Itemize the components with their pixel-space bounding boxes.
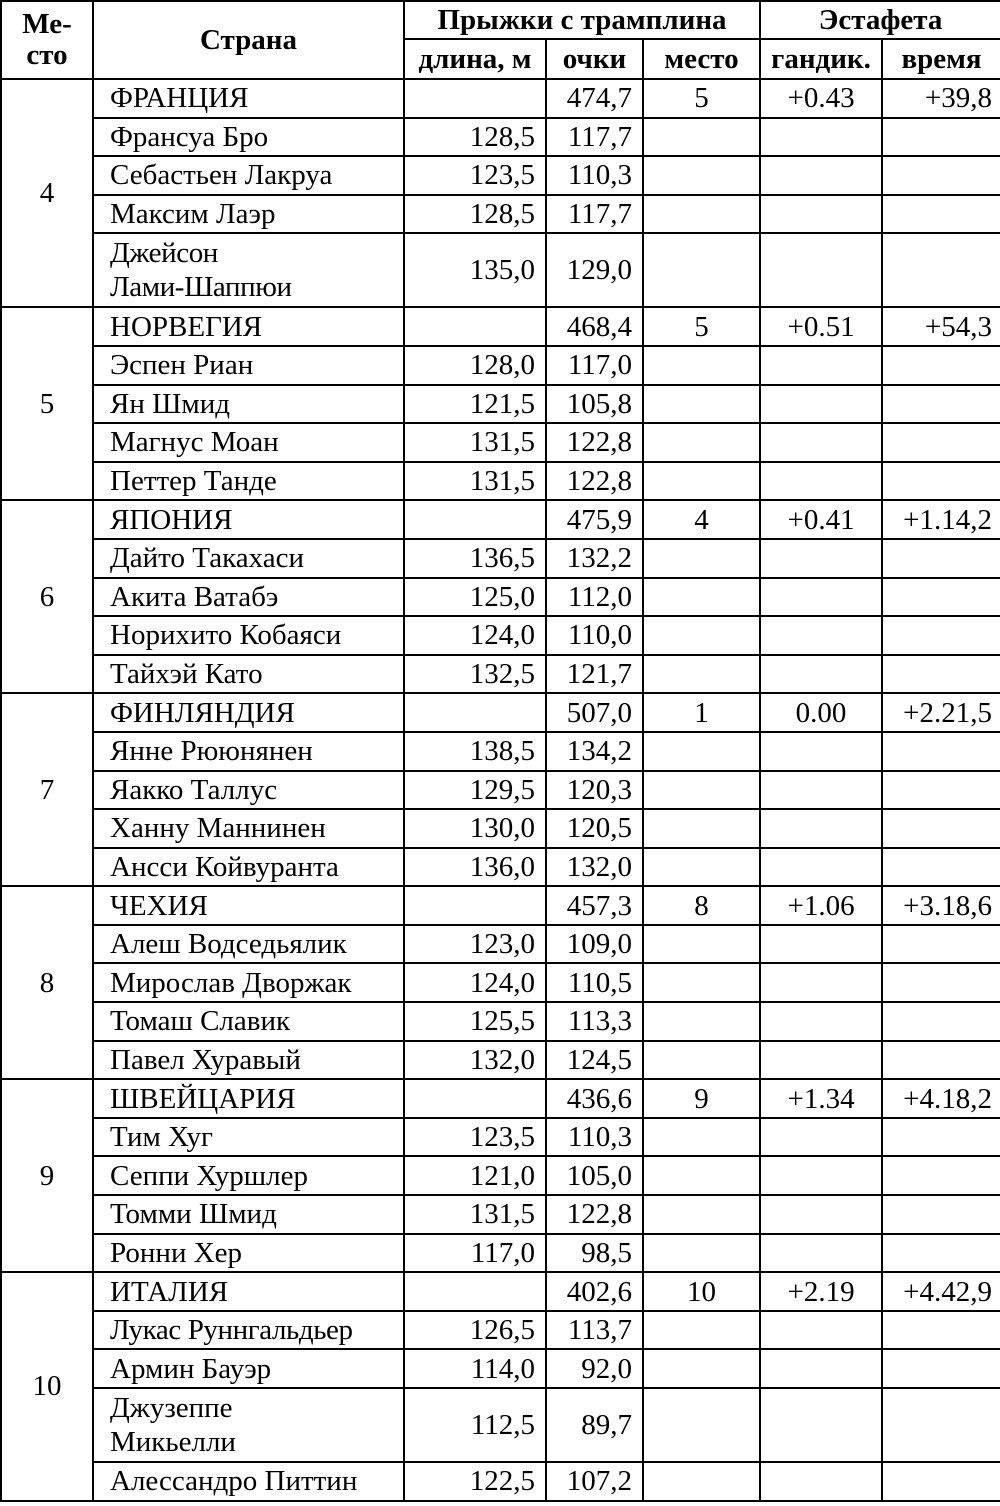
athlete-time (882, 1041, 1000, 1080)
athlete-handicap (760, 539, 882, 578)
athlete-jump-place (643, 848, 760, 887)
athlete-jump-place (643, 233, 760, 307)
athlete-row (1, 578, 1000, 617)
athlete-name: Норихито Кобаяси (93, 616, 404, 655)
athlete-time (882, 1234, 1000, 1273)
team-place: 6 (1, 500, 93, 693)
athlete-length: 129,5 (404, 771, 546, 810)
athlete-jump-place (643, 385, 760, 424)
athlete-row (1, 346, 1000, 385)
athlete-length: 128,5 (404, 195, 546, 234)
team-row (1, 307, 1000, 346)
athlete-time (882, 156, 1000, 195)
team-handicap: +2.19 (760, 1272, 882, 1311)
athlete-jump-place (643, 1002, 760, 1041)
athlete-points: 132,2 (546, 539, 643, 578)
athlete-jump-place (643, 771, 760, 810)
athlete-row (1, 1462, 1000, 1501)
team-country: ЯПОНИЯ (93, 500, 404, 539)
team-jump-place: 9 (643, 1079, 760, 1118)
athlete-length: 117,0 (404, 1234, 546, 1273)
athlete-handicap (760, 1195, 882, 1234)
team-place: 7 (1, 693, 93, 886)
athlete-time (882, 578, 1000, 617)
team-row (1, 79, 1000, 118)
header-time: время (882, 39, 1000, 79)
athlete-time (882, 423, 1000, 462)
athlete-jump-place (643, 539, 760, 578)
team-time: +54,3 (882, 307, 1000, 346)
team-handicap: +0.43 (760, 79, 882, 118)
athlete-name: Тайхэй Като (93, 655, 404, 694)
team-handicap: +0.41 (760, 500, 882, 539)
header-length: длина, м (404, 39, 546, 79)
athlete-row (1, 1311, 1000, 1350)
team-place: 4 (1, 79, 93, 307)
athlete-name: Себастьен Лакруа (93, 156, 404, 195)
team-points: 436,6 (546, 1079, 643, 1118)
team-country: ИТАЛИЯ (93, 1272, 404, 1311)
athlete-handicap (760, 1002, 882, 1041)
athlete-points: 124,5 (546, 1041, 643, 1080)
team-row (1, 693, 1000, 732)
athlete-time (882, 462, 1000, 501)
athlete-name: Эспен Риан (93, 346, 404, 385)
athlete-name: Янне Рююнянен (93, 732, 404, 771)
athlete-name: Ян Шмид (93, 385, 404, 424)
athlete-name: Алеш Водседьялик (93, 925, 404, 964)
team-points: 457,3 (546, 886, 643, 925)
team-points: 474,7 (546, 79, 643, 118)
athlete-length: 131,5 (404, 462, 546, 501)
header-handicap: гандик. (760, 39, 882, 79)
athlete-row (1, 1234, 1000, 1273)
athlete-jump-place (643, 1349, 760, 1388)
athlete-handicap (760, 346, 882, 385)
athlete-points: 110,0 (546, 616, 643, 655)
athlete-handicap (760, 156, 882, 195)
team-time: +1.14,2 (882, 500, 1000, 539)
athlete-name: Сеппи Хуршлер (93, 1156, 404, 1195)
athlete-length: 123,0 (404, 925, 546, 964)
team-row (1, 1079, 1000, 1118)
athlete-handicap (760, 1311, 882, 1350)
athlete-points: 117,7 (546, 118, 643, 157)
athlete-name: Петтер Танде (93, 462, 404, 501)
athlete-row (1, 655, 1000, 694)
team-length (404, 1079, 546, 1118)
athlete-time (882, 732, 1000, 771)
athlete-points: 132,0 (546, 848, 643, 887)
athlete-time (882, 1002, 1000, 1041)
team-country: ФРАНЦИЯ (93, 79, 404, 118)
athlete-points: 112,0 (546, 578, 643, 617)
athlete-handicap (760, 771, 882, 810)
athlete-points: 107,2 (546, 1462, 643, 1501)
athlete-points: 92,0 (546, 1349, 643, 1388)
athlete-name: Алессандро Питтин (93, 1462, 404, 1501)
athlete-row (1, 539, 1000, 578)
athlete-handicap (760, 732, 882, 771)
team-country: НОРВЕГИЯ (93, 307, 404, 346)
athlete-handicap (760, 118, 882, 157)
team-points: 402,6 (546, 1272, 643, 1311)
athlete-name: Джейсон Лами-Шаппюи (93, 233, 404, 307)
athlete-time (882, 1462, 1000, 1501)
team-handicap: +1.34 (760, 1079, 882, 1118)
athlete-handicap (760, 195, 882, 234)
athlete-name: Магнус Моан (93, 423, 404, 462)
athlete-row (1, 118, 1000, 157)
athlete-name: Дайто Такахаси (93, 539, 404, 578)
athlete-length: 132,5 (404, 655, 546, 694)
athlete-points: 110,5 (546, 963, 643, 1002)
header-ski-jumping: Прыжки с трамплина (404, 1, 760, 39)
team-country: ЧЕХИЯ (93, 886, 404, 925)
athlete-jump-place (643, 156, 760, 195)
athlete-length: 123,5 (404, 156, 546, 195)
athlete-row (1, 732, 1000, 771)
athlete-handicap (760, 655, 882, 694)
athlete-points: 122,8 (546, 462, 643, 501)
athlete-name: Франсуа Бро (93, 118, 404, 157)
team-points: 468,4 (546, 307, 643, 346)
athlete-jump-place (643, 1234, 760, 1273)
athlete-handicap (760, 1388, 882, 1462)
athlete-row (1, 771, 1000, 810)
team-length (404, 79, 546, 118)
athlete-length: 125,5 (404, 1002, 546, 1041)
athlete-time (882, 1388, 1000, 1462)
athlete-time (882, 616, 1000, 655)
athlete-row (1, 1156, 1000, 1195)
athlete-name: Армин Бауэр (93, 1349, 404, 1388)
athlete-handicap (760, 1349, 882, 1388)
athlete-points: 129,0 (546, 233, 643, 307)
header-place: Ме- сто (1, 1, 93, 79)
team-place: 5 (1, 307, 93, 500)
athlete-handicap (760, 809, 882, 848)
team-points: 475,9 (546, 500, 643, 539)
athlete-jump-place (643, 1388, 760, 1462)
athlete-jump-place (643, 462, 760, 501)
athlete-length: 135,0 (404, 233, 546, 307)
team-jump-place: 10 (643, 1272, 760, 1311)
team-handicap: 0.00 (760, 693, 882, 732)
team-time: +2.21,5 (882, 693, 1000, 732)
athlete-points: 122,8 (546, 1195, 643, 1234)
team-handicap: +0.51 (760, 307, 882, 346)
athlete-points: 113,3 (546, 1002, 643, 1041)
athlete-time (882, 848, 1000, 887)
athlete-time (882, 1156, 1000, 1195)
athlete-points: 120,5 (546, 809, 643, 848)
team-handicap: +1.06 (760, 886, 882, 925)
team-time: +39,8 (882, 79, 1000, 118)
athlete-handicap (760, 578, 882, 617)
athlete-length: 131,5 (404, 1195, 546, 1234)
athlete-points: 98,5 (546, 1234, 643, 1273)
athlete-row (1, 233, 1000, 307)
athlete-jump-place (643, 925, 760, 964)
athlete-name: Ронни Хер (93, 1234, 404, 1273)
athlete-name: Ансси Койвуранта (93, 848, 404, 887)
athlete-handicap (760, 1041, 882, 1080)
team-row (1, 1272, 1000, 1311)
athlete-jump-place (643, 1156, 760, 1195)
team-length (404, 1272, 546, 1311)
athlete-name: Джузеппе Микьелли (93, 1388, 404, 1462)
athlete-row (1, 809, 1000, 848)
athlete-jump-place (643, 963, 760, 1002)
athlete-row (1, 195, 1000, 234)
athlete-jump-place (643, 809, 760, 848)
results-body (1, 79, 1000, 1501)
team-row (1, 500, 1000, 539)
athlete-points: 113,7 (546, 1311, 643, 1350)
athlete-handicap (760, 616, 882, 655)
team-points: 507,0 (546, 693, 643, 732)
athlete-length: 136,0 (404, 848, 546, 887)
athlete-row (1, 963, 1000, 1002)
athlete-name: Томми Шмид (93, 1195, 404, 1234)
athlete-time (882, 195, 1000, 234)
athlete-time (882, 346, 1000, 385)
header-country: Страна (93, 1, 404, 79)
athlete-time (882, 1311, 1000, 1350)
athlete-jump-place (643, 346, 760, 385)
athlete-length: 112,5 (404, 1388, 546, 1462)
athlete-handicap (760, 1234, 882, 1273)
athlete-length: 128,0 (404, 346, 546, 385)
team-place: 9 (1, 1079, 93, 1272)
athlete-name: Тим Хуг (93, 1118, 404, 1157)
team-jump-place: 4 (643, 500, 760, 539)
athlete-length: 125,0 (404, 578, 546, 617)
athlete-length: 128,5 (404, 118, 546, 157)
athlete-length: 126,5 (404, 1311, 546, 1350)
athlete-time (882, 1118, 1000, 1157)
athlete-row (1, 385, 1000, 424)
team-time: +4.42,9 (882, 1272, 1000, 1311)
athlete-jump-place (643, 655, 760, 694)
team-country: ШВЕЙЦАРИЯ (93, 1079, 404, 1118)
athlete-length: 138,5 (404, 732, 546, 771)
athlete-time (882, 385, 1000, 424)
athlete-name: Яакко Таллус (93, 771, 404, 810)
athlete-length: 114,0 (404, 1349, 546, 1388)
athlete-handicap (760, 385, 882, 424)
athlete-row (1, 848, 1000, 887)
athlete-length: 122,5 (404, 1462, 546, 1501)
team-jump-place: 5 (643, 307, 760, 346)
athlete-time (882, 233, 1000, 307)
athlete-name: Акита Ватабэ (93, 578, 404, 617)
athlete-handicap (760, 1156, 882, 1195)
athlete-jump-place (643, 118, 760, 157)
header-relay: Эстафета (760, 1, 1000, 39)
athlete-points: 117,0 (546, 346, 643, 385)
athlete-row (1, 616, 1000, 655)
team-length (404, 500, 546, 539)
athlete-handicap (760, 925, 882, 964)
team-country: ФИНЛЯНДИЯ (93, 693, 404, 732)
athlete-length: 121,0 (404, 1156, 546, 1195)
team-length (404, 693, 546, 732)
athlete-length: 136,5 (404, 539, 546, 578)
athlete-points: 105,8 (546, 385, 643, 424)
athlete-length: 121,5 (404, 385, 546, 424)
athlete-jump-place (643, 616, 760, 655)
athlete-time (882, 809, 1000, 848)
athlete-handicap (760, 848, 882, 887)
athlete-points: 110,3 (546, 1118, 643, 1157)
athlete-length: 130,0 (404, 809, 546, 848)
header-jump-place: место (643, 39, 760, 79)
athlete-points: 120,3 (546, 771, 643, 810)
athlete-row (1, 462, 1000, 501)
header-points: очки (546, 39, 643, 79)
athlete-handicap (760, 233, 882, 307)
athlete-time (882, 963, 1000, 1002)
team-length (404, 886, 546, 925)
team-row (1, 886, 1000, 925)
athlete-name: Лукас Руннгальдьер (93, 1311, 404, 1350)
athlete-length: 124,0 (404, 616, 546, 655)
athlete-points: 121,7 (546, 655, 643, 694)
athlete-jump-place (643, 1462, 760, 1501)
athlete-name: Ханну Маннинен (93, 809, 404, 848)
athlete-points: 105,0 (546, 1156, 643, 1195)
athlete-row (1, 1041, 1000, 1080)
athlete-handicap (760, 963, 882, 1002)
athlete-name: Павел Хуравый (93, 1041, 404, 1080)
team-time: +3.18,6 (882, 886, 1000, 925)
athlete-row (1, 925, 1000, 964)
athlete-row (1, 1349, 1000, 1388)
athlete-time (882, 1349, 1000, 1388)
athlete-points: 110,3 (546, 156, 643, 195)
athlete-row (1, 423, 1000, 462)
athlete-points: 134,2 (546, 732, 643, 771)
athlete-time (882, 771, 1000, 810)
athlete-jump-place (643, 1118, 760, 1157)
athlete-points: 117,7 (546, 195, 643, 234)
team-place: 8 (1, 886, 93, 1079)
team-jump-place: 5 (643, 79, 760, 118)
athlete-time (882, 925, 1000, 964)
team-jump-place: 8 (643, 886, 760, 925)
athlete-jump-place (643, 1041, 760, 1080)
team-length (404, 307, 546, 346)
athlete-handicap (760, 462, 882, 501)
athlete-points: 89,7 (546, 1388, 643, 1462)
athlete-jump-place (643, 1195, 760, 1234)
athlete-handicap (760, 423, 882, 462)
athlete-time (882, 1195, 1000, 1234)
team-jump-place: 1 (643, 693, 760, 732)
athlete-length: 124,0 (404, 963, 546, 1002)
athlete-name: Томаш Славик (93, 1002, 404, 1041)
athlete-time (882, 655, 1000, 694)
athlete-length: 132,0 (404, 1041, 546, 1080)
athlete-row (1, 156, 1000, 195)
athlete-row (1, 1002, 1000, 1041)
athlete-jump-place (643, 1311, 760, 1350)
athlete-length: 131,5 (404, 423, 546, 462)
athlete-jump-place (643, 423, 760, 462)
athlete-points: 109,0 (546, 925, 643, 964)
athlete-handicap (760, 1118, 882, 1157)
team-time: +4.18,2 (882, 1079, 1000, 1118)
athlete-jump-place (643, 732, 760, 771)
athlete-jump-place (643, 195, 760, 234)
team-place: 10 (1, 1272, 93, 1500)
athlete-name: Мирослав Дворжак (93, 963, 404, 1002)
athlete-row (1, 1195, 1000, 1234)
athlete-time (882, 118, 1000, 157)
athlete-points: 122,8 (546, 423, 643, 462)
athlete-row (1, 1388, 1000, 1462)
athlete-time (882, 539, 1000, 578)
athlete-row (1, 1118, 1000, 1157)
athlete-jump-place (643, 578, 760, 617)
athlete-length: 123,5 (404, 1118, 546, 1157)
athlete-handicap (760, 1462, 882, 1501)
athlete-name: Максим Лаэр (93, 195, 404, 234)
